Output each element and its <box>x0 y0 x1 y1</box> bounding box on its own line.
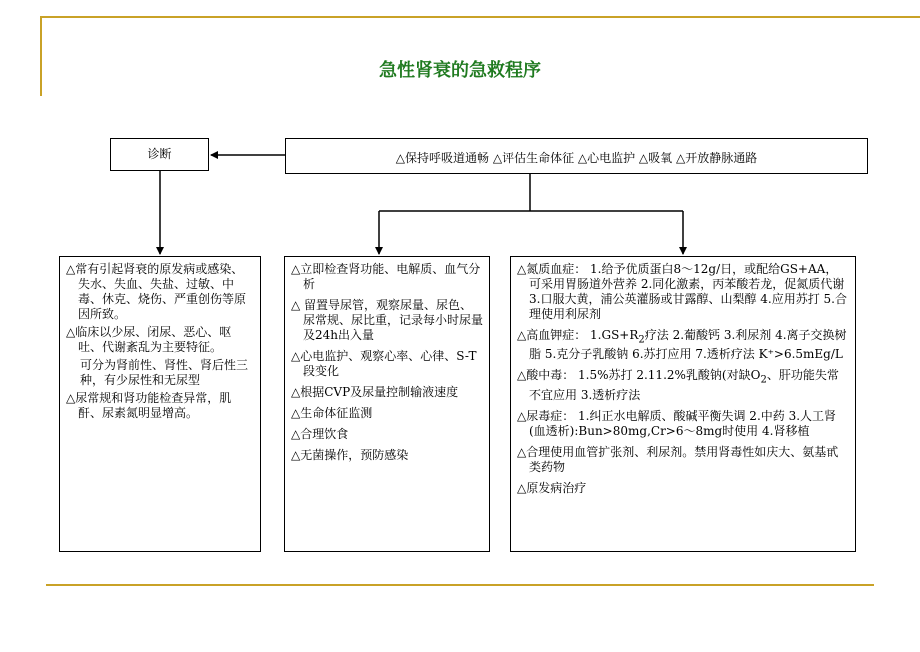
criteria-clinical: △临床以少尿、闭尿、恶心、呕吐、代谢紊乱为主要特征。 <box>66 325 232 354</box>
treatment-acidosis: △酸中毒： 1.5%苏打 2.11.2%乳酸钠(对缺$O_2$、肝功能失常不宜应用 3.透析疗法 <box>517 368 839 402</box>
monitor-item: △生命体征监测 <box>291 406 373 420</box>
treatment-vasodilator: △合理使用血管扩张剂、利尿剂。禁用肾毒性如庆大、氨基甙类药物 <box>517 444 839 474</box>
diagnosis-box: 诊断 <box>110 138 209 171</box>
criteria-lab: △尿常规和肾功能检查异常，肌酐、尿素氮明显增高。 <box>66 391 232 420</box>
monitoring-box <box>284 256 490 552</box>
page-title: 急性肾衰的急救程序 <box>379 60 541 81</box>
criteria-types: 可分为肾前性、肾性、肾后性三种，有少尿性和无尿型 <box>80 358 249 387</box>
treatment-primary: △原发病治疗 <box>517 480 587 495</box>
first-aid-box: △保持呼吸道通畅 △评估生命体征 △心电监护 △吸氧 △开放静脉通路 <box>285 138 868 174</box>
criteria-cause: △常有引起肾衰的原发病或感染、失水、失血、失盐、过敏、中毒、休克、烧伤、严重创伤等原因所致。 <box>66 262 247 321</box>
monitor-item: △ 留置导尿管，观察尿量、尿色、尿常规、尿比重，记录每小时尿量及24h出入量 <box>291 298 484 342</box>
treatment-box <box>510 256 856 552</box>
diagnosis-criteria-box <box>59 256 261 552</box>
monitor-item: △心电监护、观察心率、心律、S-T段变化 <box>291 349 477 378</box>
treatment-uremia: △尿毒症： 1.纠正水电解质、酸碱平衡失调 2.中药 3.人工肾(血透析):Bun>80mg,Cr>6～8mg时使用 4.肾移植 <box>517 408 837 438</box>
treatment-azotemia: △氮质血症： 1.给予优质蛋白8～12g/日，或配给GS+AA，可采用胃肠道外营养 2.同化激素，丙苯酸若龙，促氮质代谢 3.口服大黄，浦公英灌肠或甘露醇、山梨醇 4.应用苏打 5.合理使用利尿剂 <box>517 262 847 321</box>
treatment-hyperkalemia: △高血钾症： $1.GS+R_2$疗法 2.葡酸钙 3.利尿剂 4.离子交换树脂 5.克分子乳酸钠 6.苏打应用 7.透析疗法 K⁺>6.5mEg/L <box>517 328 847 362</box>
monitor-item: △立即检查肾功能、电解质、血气分析 <box>291 262 481 291</box>
monitor-item: △无菌操作，预防感染 <box>291 448 409 462</box>
monitor-item: △合理饮食 <box>291 427 349 441</box>
monitor-item: △根据CVP及尿量控制输液速度 <box>291 385 459 399</box>
